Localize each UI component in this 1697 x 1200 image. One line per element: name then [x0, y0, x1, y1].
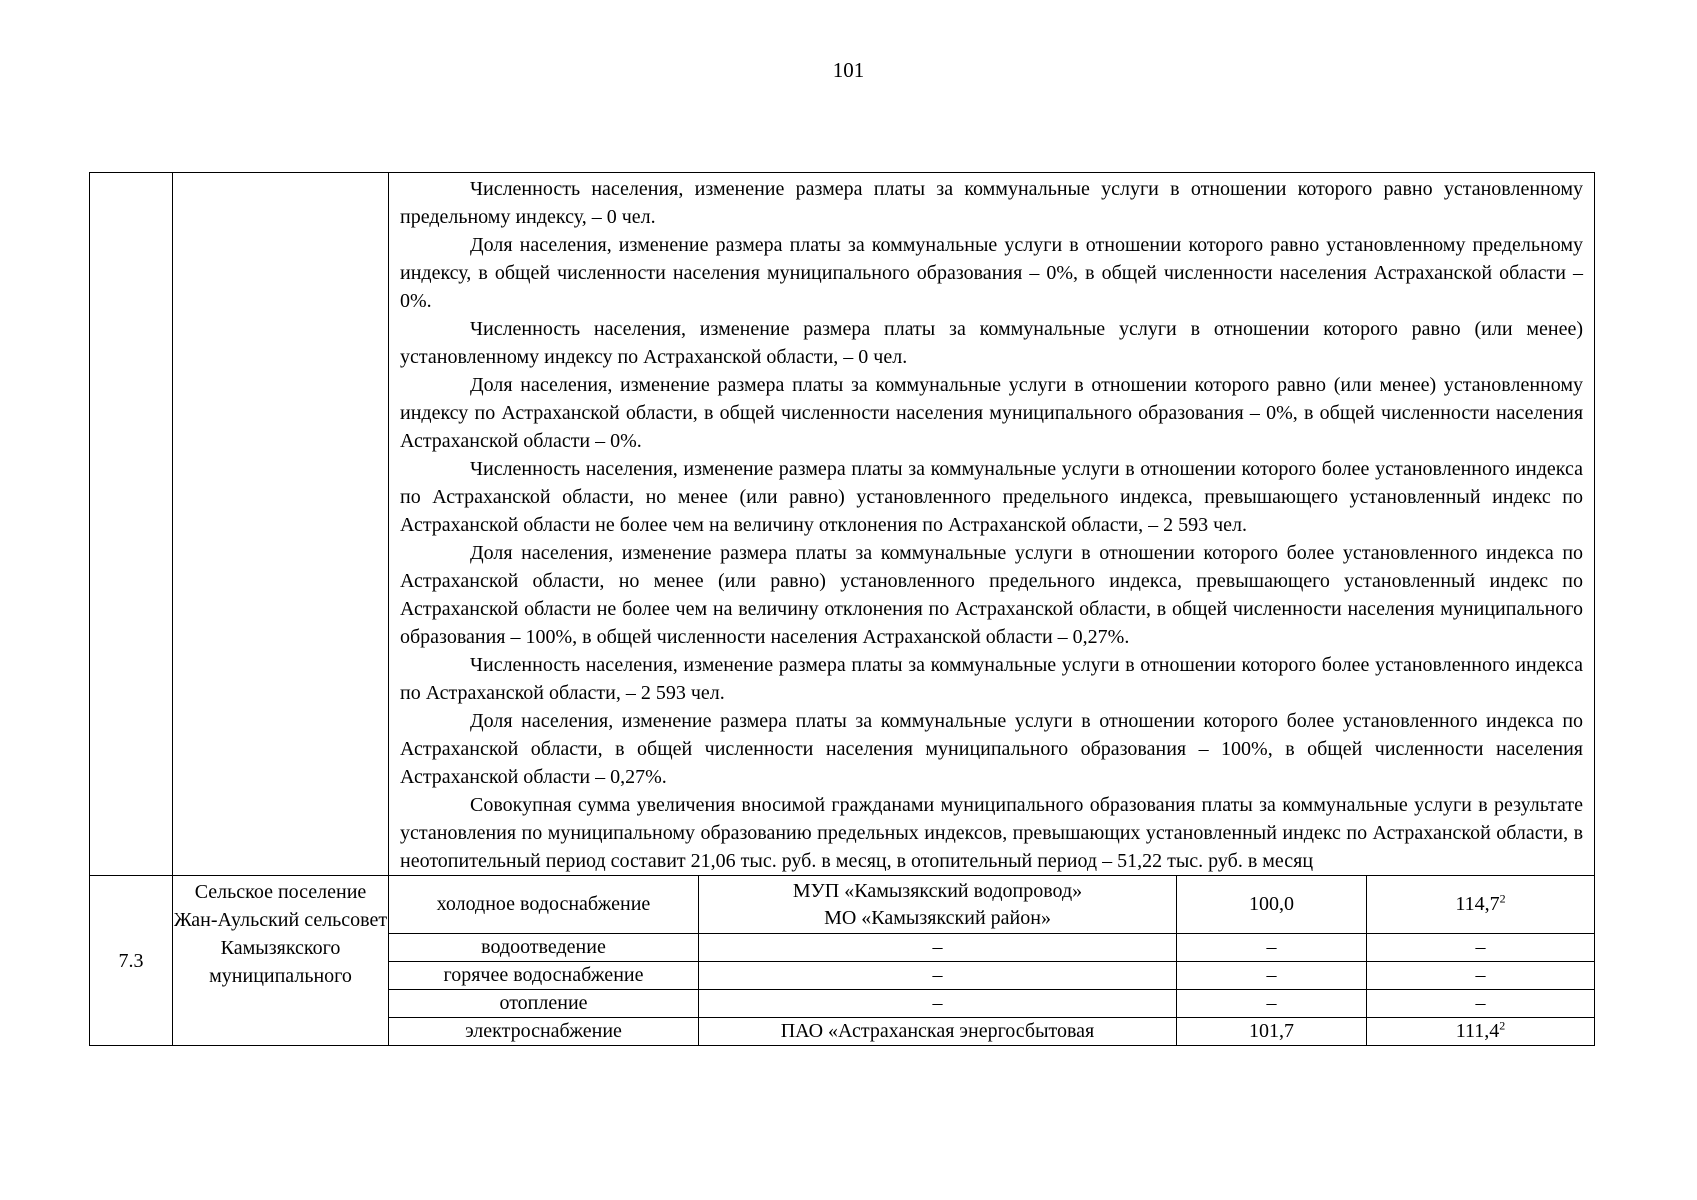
limit-index-value: 114,7$^2$ — [1367, 876, 1595, 934]
limit-index-value: 111,4$^2$ — [1367, 1018, 1595, 1046]
service-name: горячее водоснабжение — [389, 962, 699, 990]
provider-line: МО «Камызякский район» — [824, 906, 1051, 929]
paragraph: Доля населения, изменение размера платы за коммунальные услуги в отношении которого более установленного индекса по Астраханской области, в общей численности населения муниципального образования – 100%, в общей численности населения Астраханской области – 0,27%. — [400, 710, 1584, 788]
index-value: – — [1177, 990, 1367, 1018]
provider-name: ПАО «Астраханская энергосбытовая — [699, 1018, 1177, 1046]
limit-index-value: – — [1367, 934, 1595, 962]
service-name: водоотведение — [389, 934, 699, 962]
service-name: отопление — [389, 990, 699, 1018]
continuation-text-cell — [389, 173, 1595, 876]
paragraph: Доля населения, изменение размера платы за коммунальные услуги в отношении которого более установленного индекса по Астраханской области, но менее (или равно) установленного предельного индекса, превышающего установленный индекс по Астраханской области не более чем на величину отклонения по Астраханской области, в общей численности населения муниципального образования – 100%, в общей численности населения Астраханской области – 0,27%. — [400, 542, 1584, 648]
paragraph: Совокупная сумма увеличения вносимой гражданами муниципального образования платы за коммунальные услуги в результате установления по муниципальному образованию предельных индексов, превышающих установленный индекс по Астраханской области, в неотопительный период составит 21,06 тыс. руб. в месяц, в отопительный период – 51,22 тыс. руб. в месяц — [400, 794, 1584, 872]
paragraph: Численность населения, изменение размера платы за коммунальные услуги в отношении которого равно (или менее) установленному индексу по Астраханской области, – 0 чел. — [400, 318, 1584, 368]
limit-index-value: – — [1367, 962, 1595, 990]
index-value: – — [1177, 934, 1367, 962]
continuation-row — [90, 173, 1595, 876]
footnote-mark: 2 — [1499, 891, 1506, 906]
service-name: холодное водоснабжение — [389, 876, 699, 934]
index-value: 100,0 — [1177, 876, 1367, 934]
service-name: электроснабжение — [389, 1018, 699, 1046]
paragraph: Численность населения, изменение размера платы за коммунальные услуги в отношении которого равно установленному предельному индексу, – 0 чел. — [400, 178, 1584, 228]
provider-name — [699, 876, 1177, 934]
page-number: 101 — [832, 58, 865, 82]
provider-line: МУП «Камызякский водопровод» — [792, 879, 1083, 902]
provider-name: – — [699, 962, 1177, 990]
provider-name: – — [699, 990, 1177, 1018]
paragraph: Доля населения, изменение размера платы за коммунальные услуги в отношении которого равно (или менее) установленному индексу по Астраханской области, в общей численности населения муниципального образования – 0%, в общей численности населения Астраханской области – 0%. — [400, 374, 1584, 452]
limit-index-value: – — [1367, 990, 1595, 1018]
empty-number-cell — [90, 173, 173, 876]
data-table — [89, 172, 1595, 1046]
empty-name-cell — [173, 173, 389, 876]
table-row — [90, 876, 1595, 934]
section-number: 7.3 — [90, 876, 173, 1046]
section-name: Сельское поселение Жан-Аульский сельсовет Камызякского муниципального — [173, 876, 389, 1046]
paragraph: Численность населения, изменение размера платы за коммунальные услуги в отношении которого более установленного индекса по Астраханской области, но менее (или равно) установленного предельного индекса, превышающего установленный индекс по Астраханской области не более чем на величину отклонения по Астраханской области, – 2 593 чел. — [400, 458, 1584, 536]
index-value: – — [1177, 962, 1367, 990]
paragraph: Численность населения, изменение размера платы за коммунальные услуги в отношении которого более установленного индекса по Астраханской области, – 2 593 чел. — [400, 654, 1584, 704]
paragraph: Доля населения, изменение размера платы за коммунальные услуги в отношении которого равно установленному предельному индексу, в общей численности населения муниципального образования – 0%, в общей численности населения Астраханской области – 0%. — [400, 234, 1584, 312]
provider-name: – — [699, 934, 1177, 962]
index-value: 101,7 — [1177, 1018, 1367, 1046]
footnote-mark: 2 — [1499, 1018, 1506, 1033]
